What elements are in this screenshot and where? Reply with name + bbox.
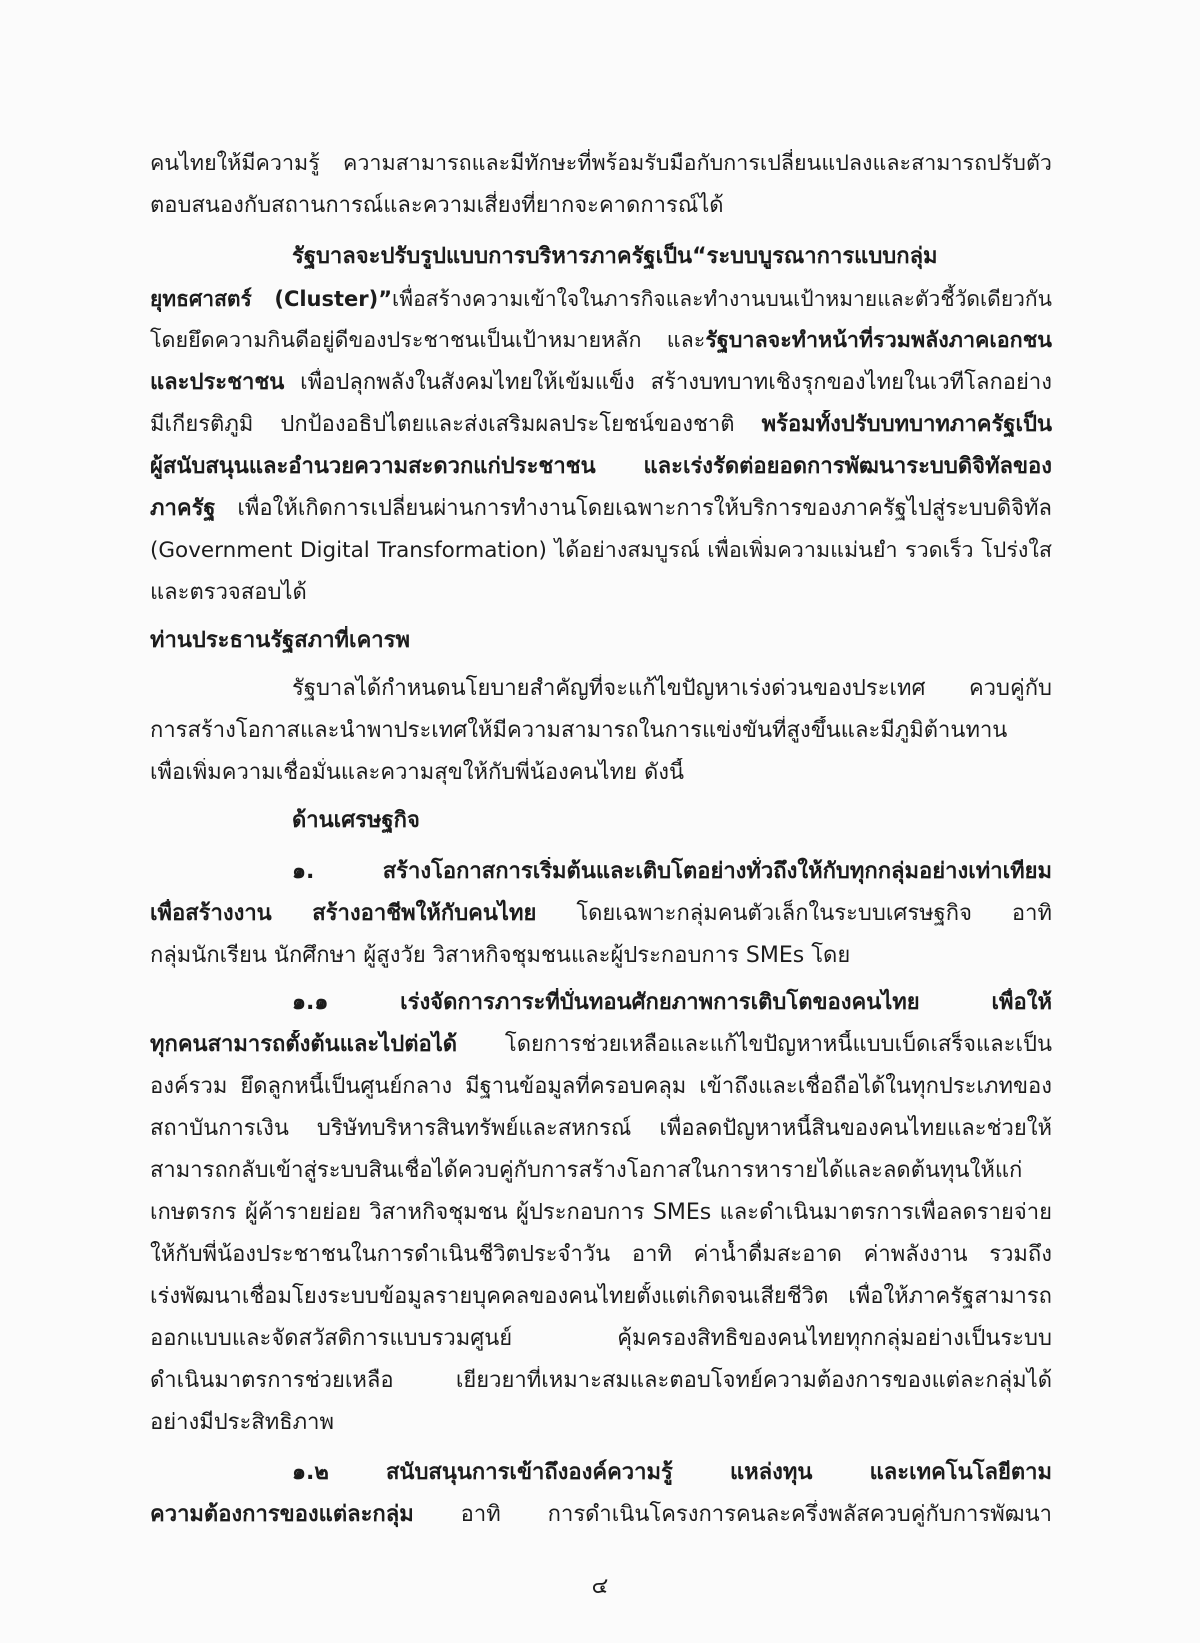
paragraph-line bbox=[150, 368, 1052, 398]
text-run: ๑. สร้างโอกาสการเริ่มต้นและเติบโตอย่างทั่วถึงให้กับทุกกลุ่มอย่างเท่าเทียม bbox=[292, 859, 1052, 884]
paragraph-line bbox=[150, 326, 1052, 356]
text-run-bold: รัฐบาลจะทำหน้าที่รวมพลังภาคเอกชน bbox=[705, 328, 1052, 353]
paragraph-line bbox=[150, 941, 1052, 971]
paragraph-line bbox=[150, 1324, 1052, 1354]
text-run-bold: ภาครัฐ bbox=[150, 496, 216, 521]
text-run: และตรวจสอบได้ bbox=[150, 580, 307, 605]
paragraph-line bbox=[150, 1072, 1052, 1102]
text-run: ๑.๑ เร่งจัดการภาระที่บั่นทอนศักยภาพการเติบโตของคนไทย เพื่อให้ bbox=[292, 990, 1052, 1015]
paragraph-line bbox=[150, 1156, 1052, 1186]
text-run: ผู้สนับสนุนและอำนวยความสะดวกแก่ประชาชน และเร่งรัดต่อยอดการพัฒนาระบบดิจิทัลของ bbox=[150, 454, 1052, 479]
paragraph-line bbox=[150, 578, 1052, 608]
text-run-bold: ยุทธศาสตร์ (Cluster)” bbox=[150, 287, 393, 311]
paragraph-line bbox=[150, 1030, 1052, 1060]
text-run: ให้กับพี่น้องประชาชนในการดำเนินชีวิตประจำวัน อาทิ ค่าน้ำดื่มสะอาด ค่าพลังงาน รวมถึง bbox=[150, 1242, 1052, 1267]
paragraph-line bbox=[150, 758, 1052, 788]
text-run: เพื่อปลุกพลังในสังคมไทยให้เข้มแข็ง สร้างบทบาทเชิงรุกของไทยในเวทีโลกอย่าง bbox=[284, 370, 1052, 395]
paragraph-line bbox=[150, 149, 1052, 179]
paragraph-line bbox=[150, 1282, 1052, 1312]
text-run: ท่านประธานรัฐสภาที่เคารพ bbox=[150, 628, 410, 653]
paragraph-line bbox=[292, 988, 1052, 1018]
text-run-bold: ทุกคนสามารถตั้งต้นและไปต่อได้ bbox=[150, 1032, 458, 1057]
text-run: รัฐบาลได้กำหนดนโยบายสำคัญที่จะแก้ไขปัญหาเร่งด่วนของประเทศ ควบคู่กับ bbox=[292, 676, 1052, 701]
paragraph-line bbox=[150, 452, 1052, 482]
text-run: คนไทยให้มีความรู้ ความสามารถและมีทักษะที่พร้อมรับมือกับการเปลี่ยนแปลงและสามารถปรับตัว bbox=[150, 151, 1052, 176]
text-run-bold: ความต้องการของแต่ละกลุ่ม bbox=[150, 1502, 414, 1527]
text-run: การสร้างโอกาสและนำพาประเทศให้มีความสามารถในการแข่งขันที่สูงขึ้นและมีภูมิต้านทาน bbox=[150, 718, 1008, 743]
paragraph-line bbox=[292, 674, 1052, 704]
paragraph-line bbox=[150, 536, 1052, 566]
paragraph-line bbox=[150, 899, 1052, 929]
text-run: ตอบสนองกับสถานการณ์และความเสี่ยงที่ยากจะคาดการณ์ได้ bbox=[150, 193, 724, 218]
salutation bbox=[150, 626, 1052, 656]
text-run: ดำเนินมาตรการช่วยเหลือ เยียวยาที่เหมาะสมและตอบโจทย์ความต้องการของแต่ละกลุ่มได้ bbox=[150, 1368, 1052, 1393]
text-run: โดยเฉพาะกลุ่มคนตัวเล็กในระบบเศรษฐกิจ อาทิ bbox=[536, 901, 1052, 926]
paragraph-line bbox=[150, 191, 1052, 221]
text-run: ออกแบบและจัดสวัสดิการแบบรวมศูนย์ คุ้มครองสิทธิของคนไทยทุกกลุ่มอย่างเป็นระบบ bbox=[150, 1326, 1052, 1351]
paragraph-line bbox=[292, 1458, 1052, 1488]
text-run: ด้านเศรษฐกิจ bbox=[292, 808, 420, 833]
paragraph-line bbox=[292, 242, 1052, 272]
paragraph-line bbox=[150, 1114, 1052, 1144]
paragraph-line bbox=[150, 1366, 1052, 1396]
section-heading bbox=[292, 806, 1052, 836]
page-number: ๔ bbox=[591, 1574, 609, 1599]
paragraph-line bbox=[150, 284, 1052, 314]
text-run-bold: เพื่อสร้างงาน สร้างอาชีพให้กับคนไทย bbox=[150, 901, 537, 926]
text-run: องค์รวม ยึดลูกหนี้เป็นศูนย์กลาง มีฐานข้อมูลที่ครอบคลุม เข้าถึงและเชื่อถือได้ในทุกประเภทของ bbox=[150, 1074, 1052, 1099]
text-run: โดยยึดความกินดีอยู่ดีของประชาชนเป็นเป้าหมายหลัก และ bbox=[150, 328, 706, 353]
paragraph-line bbox=[150, 1500, 1052, 1530]
text-run: ๑.๒ สนับสนุนการเข้าถึงองค์ความรู้ แหล่งทุน และเทคโนโลยีตาม bbox=[292, 1460, 1052, 1485]
paragraph-line bbox=[150, 1240, 1052, 1270]
text-run-bold: พร้อมทั้งปรับบทบาทภาครัฐเป็น bbox=[761, 412, 1052, 437]
paragraph-line bbox=[150, 716, 1052, 746]
text-run: เร่งพัฒนาเชื่อมโยงระบบข้อมูลรายบุคคลของคนไทยตั้งแต่เกิดจนเสียชีวิต เพื่อให้ภาครัฐสามารถ bbox=[150, 1284, 1052, 1309]
text-run: เกษตรกร ผู้ค้ารายย่อย วิสาหกิจชุมชน ผู้ประกอบการ SMEs และดำเนินมาตรการเพื่อลดรายจ่าย bbox=[150, 1200, 1052, 1225]
text-run-bold: และประชาชน bbox=[150, 370, 285, 395]
text-run: เพื่อเพิ่มความเชื่อมั่นและความสุขให้กับพี่น้องคนไทย ดังนี้ bbox=[150, 760, 685, 785]
paragraph-line bbox=[150, 494, 1052, 524]
paragraph-line bbox=[150, 1198, 1052, 1228]
text-run: เพื่อให้เกิดการเปลี่ยนผ่านการทำงานโดยเฉพาะการให้บริการของภาครัฐไปสู่ระบบดิจิทัล bbox=[215, 496, 1052, 521]
text-run: สามารถกลับเข้าสู่ระบบสินเชื่อได้ควบคู่กับการสร้างโอกาสในการหารายได้และลดต้นทุนให้แก่ bbox=[150, 1158, 1023, 1183]
text-run: (Government Digital Transformation) ได้อย่างสมบูรณ์ เพื่อเพิ่มความแม่นยำ รวดเร็ว โปร่งใส bbox=[150, 538, 1052, 563]
text-run: อาทิ การดำเนินโครงการคนละครึ่งพลัสควบคู่กับการพัฒนา bbox=[413, 1502, 1052, 1527]
text-run: กลุ่มนักเรียน นักศึกษา ผู้สูงวัย วิสาหกิจชุมชนและผู้ประกอบการ SMEs โดย bbox=[150, 943, 851, 968]
paragraph-line bbox=[292, 857, 1052, 887]
text-run: อย่างมีประสิทธิภาพ bbox=[150, 1410, 335, 1435]
paragraph-line bbox=[150, 410, 1052, 440]
text-run: สถาบันการเงิน บริษัทบริหารสินทรัพย์และสหกรณ์ เพื่อลดปัญหาหนี้สินของคนไทยและช่วยให้ bbox=[150, 1116, 1052, 1141]
paragraph-line bbox=[150, 1408, 1052, 1438]
text-run: มีเกียรติภูมิ ปกป้องอธิปไตยและส่งเสริมผลประโยชน์ของชาติ bbox=[150, 412, 762, 437]
text-run: รัฐบาลจะปรับรูปแบบการบริหารภาครัฐเป็น“ระบบบูรณาการแบบกลุ่ม bbox=[292, 244, 938, 269]
text-run: โดยการช่วยเหลือและแก้ไขปัญหาหนี้แบบเบ็ดเสร็จและเป็น bbox=[457, 1032, 1052, 1057]
text-run: เพื่อสร้างความเข้าใจในภารกิจและทำงานบนเป้าหมายและตัวชี้วัดเดียวกัน bbox=[392, 287, 1052, 311]
